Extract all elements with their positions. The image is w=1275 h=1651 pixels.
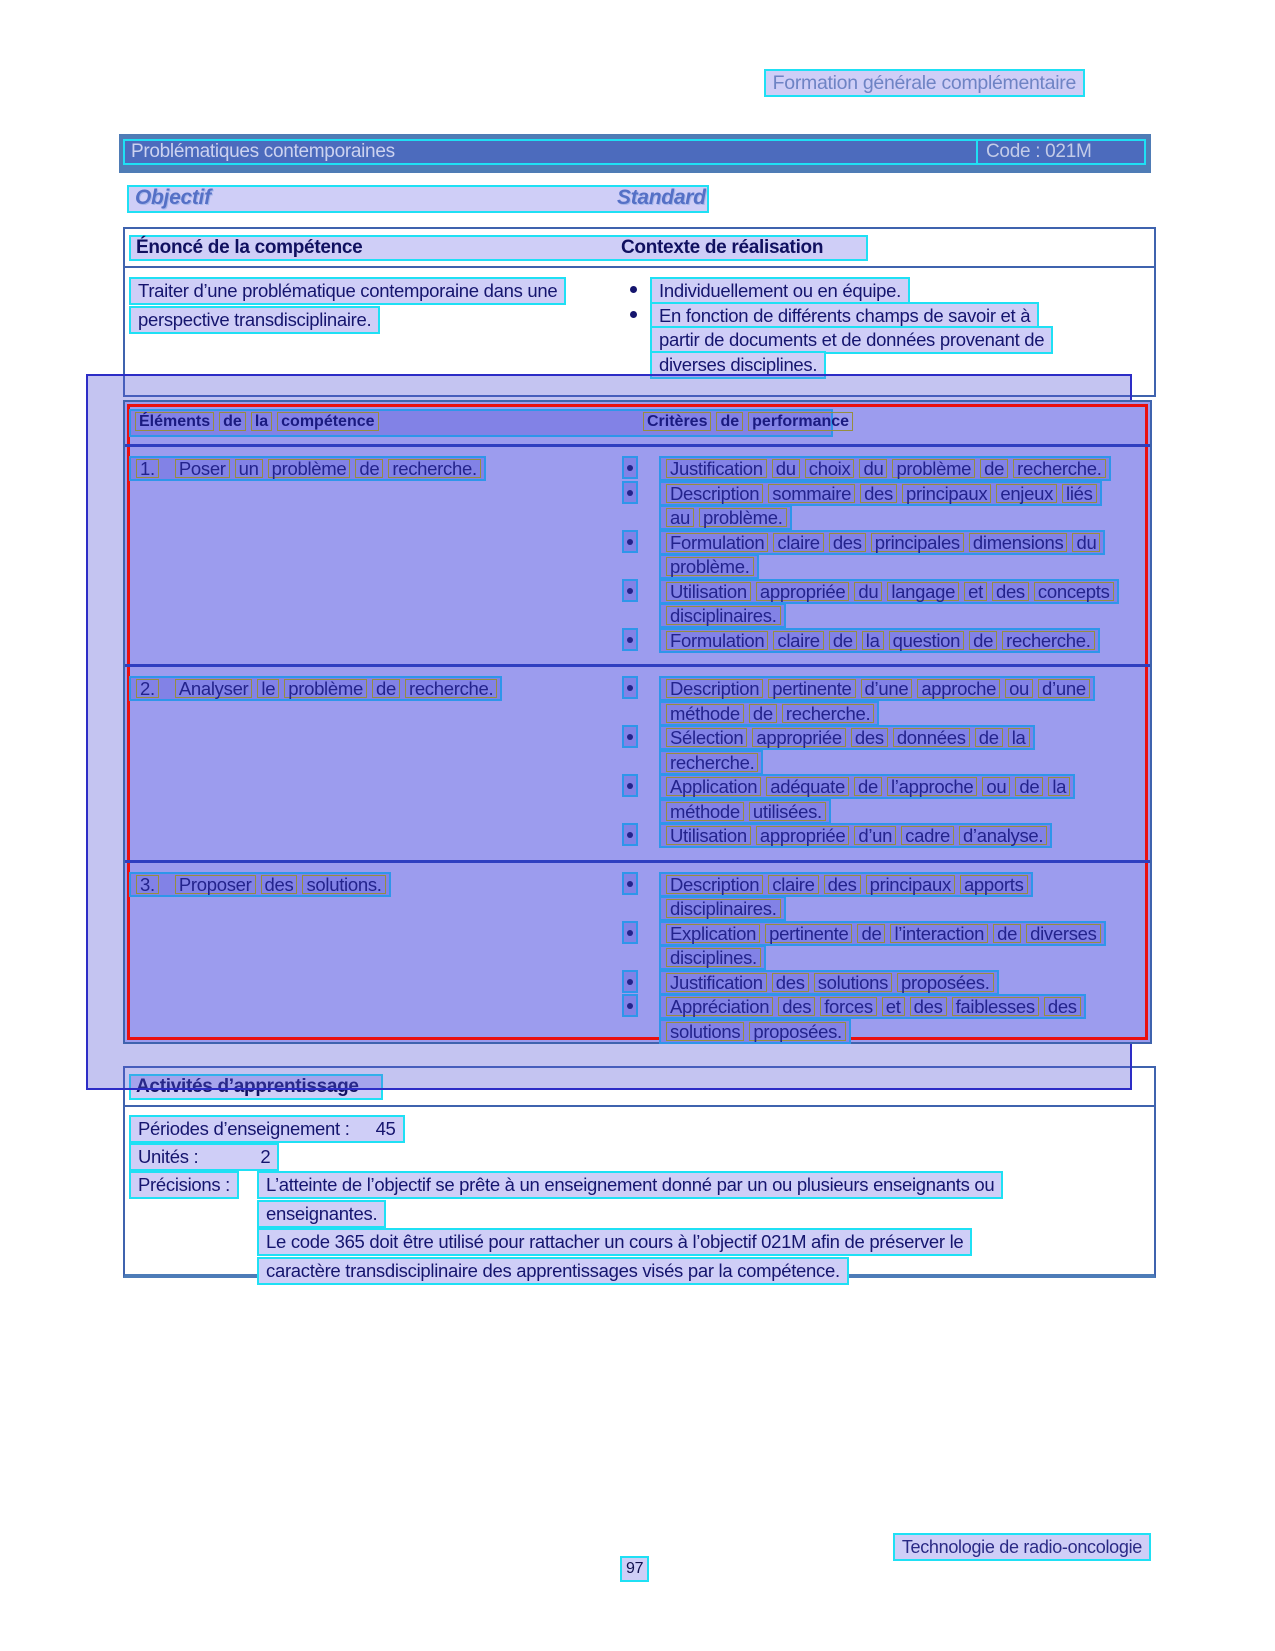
activites-table — [123, 1066, 1156, 1281]
periodes-box — [129, 1115, 405, 1143]
footer — [893, 1533, 1151, 1561]
word-box: la — [1008, 728, 1030, 747]
word-box: l’approche — [887, 777, 977, 796]
document-header — [764, 69, 1085, 97]
word-box: recherche. — [388, 459, 480, 478]
element-line-box — [129, 872, 391, 897]
word-box: principaux — [866, 875, 955, 894]
bullet-box — [622, 676, 638, 699]
word-box: des — [778, 997, 815, 1016]
contexte-line-box: partir de documents et de données provenant de — [650, 326, 1053, 354]
course-title: Problématiques contemporaines — [123, 139, 978, 165]
word-box: des — [992, 582, 1029, 601]
critere-line-box — [659, 970, 999, 995]
word-box: problème. — [666, 557, 754, 576]
critere-line-box — [659, 725, 1035, 750]
element-row — [125, 447, 1150, 664]
critere-line — [622, 872, 1150, 897]
word-box: forces — [820, 997, 877, 1016]
bullet-box — [622, 530, 638, 553]
unites-value: 2 — [260, 1146, 271, 1167]
critere-line — [622, 481, 1150, 506]
bullet-icon — [627, 832, 633, 838]
word-box: de — [355, 459, 383, 478]
word-box: de — [372, 679, 400, 698]
word-box: du — [854, 582, 882, 601]
critere-line — [622, 725, 1150, 750]
critere-line — [622, 921, 1150, 946]
word-box: utilisées. — [749, 802, 826, 821]
word-box: des — [910, 997, 947, 1016]
critere-line-box — [659, 750, 763, 775]
bullet-icon — [627, 685, 633, 691]
word-box: de — [854, 777, 882, 796]
critere-line-box — [659, 872, 1033, 897]
bullet-icon — [630, 286, 637, 293]
word-box: 2. — [136, 679, 159, 698]
word-box: Justification — [666, 459, 767, 478]
elements-table-content — [125, 402, 1150, 1055]
word-box: Explication — [666, 924, 760, 943]
word-box: adéquate — [766, 777, 849, 796]
word-box: recherche. — [666, 753, 758, 772]
word-box: d’une — [861, 679, 913, 698]
word-box: appropriée — [756, 826, 849, 845]
word-box: recherche. — [782, 704, 874, 723]
standard-label: Standard — [617, 186, 706, 209]
critere-line — [622, 530, 1150, 555]
precision-line: caractère transdisciplinaire des apprentissages visés par la compétence. — [257, 1257, 849, 1285]
unites-label: Unités : — [138, 1146, 199, 1167]
objectif-label: Objectif — [135, 186, 211, 209]
critere-line — [622, 1019, 1150, 1044]
bullet-icon — [627, 734, 633, 740]
word-box: de — [716, 412, 743, 431]
word-box: appropriée — [756, 582, 849, 601]
word-box: question — [889, 631, 965, 650]
word-box: ou — [1005, 679, 1033, 698]
elements-table-header — [125, 409, 1150, 447]
bullet-box — [622, 994, 638, 1017]
activites-header: Activités d’apprentissage — [136, 1076, 359, 1097]
critere-line-box — [659, 774, 1075, 799]
word-box: performance — [748, 412, 853, 431]
bullet-box — [622, 725, 638, 748]
word-box: faiblesses — [952, 997, 1039, 1016]
word-box: diverses — [1026, 924, 1101, 943]
activites-table-body — [125, 1107, 1154, 1281]
word-box: compétence — [277, 412, 378, 431]
word-box: de — [1015, 777, 1043, 796]
elements-header — [135, 412, 379, 431]
word-box: claire — [773, 631, 823, 650]
critere-line-box — [659, 456, 1111, 481]
precision-line: Le code 365 doit être utilisé pour rattacher un cours à l’objectif 021M afin de préserver le — [257, 1228, 972, 1256]
critere-line — [622, 945, 1150, 970]
bullet-icon — [627, 539, 633, 545]
bullet-icon — [627, 979, 633, 985]
bullet-icon — [630, 311, 637, 318]
word-box: de — [975, 728, 1003, 747]
word-box: approche — [917, 679, 1000, 698]
critere-line-box — [659, 554, 759, 579]
word-box: la — [251, 412, 272, 431]
criteres-cell — [622, 872, 1150, 1044]
bullet-icon — [627, 637, 633, 643]
element-row — [125, 664, 1150, 860]
word-box: données — [893, 728, 970, 747]
word-box: Critères — [643, 412, 711, 431]
precision-line: enseignantes. — [257, 1200, 386, 1228]
word-box: disciplinaires. — [666, 899, 781, 918]
word-box: des — [261, 875, 298, 894]
word-box: principales — [871, 533, 964, 552]
word-box: des — [860, 484, 897, 503]
word-box: claire — [773, 533, 823, 552]
element-cell — [129, 676, 502, 701]
word-box: cadre — [901, 826, 954, 845]
word-box: de — [829, 631, 857, 650]
periodes-value: 45 — [375, 1118, 396, 1139]
bullet-box — [622, 823, 638, 846]
word-box: proposées. — [749, 1022, 846, 1041]
word-box: dimensions — [969, 533, 1068, 552]
competence-table-body — [125, 268, 1154, 397]
word-box: au — [666, 508, 694, 527]
word-box: pertinente — [765, 924, 852, 943]
bullet-box — [622, 628, 638, 651]
word-box: Éléments — [135, 412, 214, 431]
word-box: des — [1044, 997, 1081, 1016]
enonce-cell — [129, 277, 566, 334]
word-box: Application — [666, 777, 761, 796]
critere-line-box — [659, 505, 792, 530]
word-box: pertinente — [768, 679, 855, 698]
critere-line — [622, 456, 1150, 481]
word-box: des — [772, 973, 809, 992]
contexte-line — [622, 302, 1154, 327]
bullet-box — [622, 579, 638, 602]
contexte-line — [622, 277, 1154, 302]
word-box: recherche. — [1002, 631, 1094, 650]
critere-line — [622, 994, 1150, 1019]
contexte-line — [622, 326, 1154, 351]
word-box: la — [1048, 777, 1070, 796]
word-box: d’analyse. — [959, 826, 1047, 845]
critere-line — [622, 554, 1150, 579]
competence-table-header — [125, 229, 1154, 268]
word-box: l’interaction — [890, 924, 988, 943]
bullet-box — [622, 921, 638, 944]
word-box: de — [980, 459, 1008, 478]
title-bar — [119, 134, 1151, 173]
word-box: langage — [887, 582, 959, 601]
critere-line — [622, 823, 1150, 848]
word-box: Sélection — [666, 728, 747, 747]
bullet-icon — [627, 881, 633, 887]
enonce-line: perspective transdisciplinaire. — [129, 306, 380, 334]
word-box: problème — [284, 679, 367, 698]
critere-line-box — [659, 945, 766, 970]
word-box: liés — [1062, 484, 1097, 503]
page-number — [620, 1556, 649, 1582]
word-box: de — [219, 412, 246, 431]
bullet-icon — [627, 1003, 633, 1009]
page-number-text: 97 — [620, 1556, 649, 1582]
word-box: 3. — [136, 875, 159, 894]
word-box: Proposer — [175, 875, 256, 894]
element-cell — [129, 872, 391, 897]
bullet-box — [622, 456, 638, 479]
contexte-line-box: En fonction de différents champs de savoir et à — [650, 302, 1039, 330]
element-line-box — [129, 456, 486, 481]
contexte-line-box: diverses disciplines. — [650, 351, 826, 379]
element-line-box — [129, 676, 502, 701]
critere-line-box — [659, 481, 1102, 506]
contexte-line — [622, 351, 1154, 376]
critere-line-box — [659, 823, 1052, 848]
word-box: problème — [892, 459, 975, 478]
critere-line — [622, 628, 1150, 653]
word-box: et — [964, 582, 987, 601]
word-box: claire — [768, 875, 818, 894]
word-box: d’une — [1038, 679, 1090, 698]
critere-line — [622, 774, 1150, 799]
word-box: Formulation — [666, 631, 768, 650]
critere-line — [622, 701, 1150, 726]
critere-line-box — [659, 799, 831, 824]
competence-table — [123, 227, 1156, 397]
bullet-icon — [627, 465, 633, 471]
precisions-label: Précisions : — [129, 1171, 239, 1199]
elements-header-box — [129, 409, 850, 437]
word-box: de — [749, 704, 777, 723]
activites-header-box — [129, 1074, 383, 1100]
word-box: recherche. — [405, 679, 497, 698]
bullet-box — [622, 774, 638, 797]
critere-line-box — [659, 628, 1100, 653]
critere-line-box — [659, 921, 1106, 946]
word-box: disciplines. — [666, 948, 761, 967]
word-box: un — [235, 459, 263, 478]
word-box: 1. — [136, 459, 159, 478]
word-box: recherche. — [1013, 459, 1105, 478]
critere-line — [622, 676, 1150, 701]
word-box: sommaire — [768, 484, 855, 503]
critere-line — [622, 579, 1150, 604]
element-cell — [129, 456, 486, 481]
unites-box — [129, 1143, 279, 1171]
word-box: ou — [982, 777, 1010, 796]
critere-line — [622, 799, 1150, 824]
document-header-text: Formation générale complémentaire — [764, 69, 1085, 97]
word-box: et — [882, 997, 905, 1016]
criteres-cell — [622, 676, 1150, 848]
word-box: Description — [666, 484, 763, 503]
word-box: du — [1072, 533, 1100, 552]
word-box: Utilisation — [666, 582, 751, 601]
word-box: principaux — [902, 484, 991, 503]
critere-line — [622, 603, 1150, 628]
objectif-standard-row — [127, 185, 709, 213]
critere-line-box — [659, 603, 786, 628]
word-box: Formulation — [666, 533, 768, 552]
word-box: d’un — [854, 826, 896, 845]
word-box: de — [993, 924, 1021, 943]
critere-line — [622, 970, 1150, 995]
word-box: solutions — [666, 1022, 744, 1041]
word-box: méthode — [666, 704, 744, 723]
word-box: du — [859, 459, 887, 478]
critere-line-box — [659, 1019, 851, 1044]
critere-line-box — [659, 994, 1086, 1019]
critere-line — [622, 896, 1150, 921]
activites-table-header — [125, 1068, 1154, 1107]
word-box: proposées. — [897, 973, 994, 992]
word-box: du — [772, 459, 800, 478]
word-box: des — [851, 728, 888, 747]
word-box: Poser — [175, 459, 230, 478]
word-box: de — [969, 631, 997, 650]
element-row — [125, 860, 1150, 1056]
word-box: la — [862, 631, 884, 650]
word-box: disciplinaires. — [666, 606, 781, 625]
word-box: solutions — [814, 973, 892, 992]
unites-row — [129, 1143, 1154, 1171]
word-box: des — [829, 533, 866, 552]
word-box: Utilisation — [666, 826, 751, 845]
critere-line-box — [659, 676, 1095, 701]
word-box: apports — [960, 875, 1028, 894]
word-box: Appréciation — [666, 997, 773, 1016]
course-code: Code : 021M — [976, 139, 1146, 165]
critere-line — [622, 750, 1150, 775]
word-box: solutions. — [302, 875, 385, 894]
periodes-row — [129, 1115, 1154, 1143]
bullet-box — [622, 872, 638, 895]
word-box: Description — [666, 679, 763, 698]
bullet-box — [622, 481, 638, 504]
competence-header-box — [129, 235, 868, 261]
critere-line-box — [659, 701, 879, 726]
contexte-cell — [622, 277, 1154, 375]
periodes-label: Périodes d’enseignement : — [138, 1118, 350, 1139]
critere-line-box — [659, 530, 1105, 555]
contexte-line-box: Individuellement ou en équipe. — [650, 277, 910, 305]
word-box: de — [857, 924, 885, 943]
word-box: choix — [805, 459, 855, 478]
word-box: Analyser — [175, 679, 253, 698]
critere-line — [622, 505, 1150, 530]
word-box: problème. — [699, 508, 787, 527]
enonce-line: Traiter d’une problématique contemporaine dans une — [129, 277, 566, 305]
word-box: enjeux — [996, 484, 1057, 503]
criteres-cell — [622, 456, 1150, 652]
enonce-header: Énoncé de la compétence — [136, 237, 363, 258]
word-box: concepts — [1034, 582, 1114, 601]
elements-rows — [125, 447, 1150, 1055]
contexte-header: Contexte de réalisation — [621, 237, 824, 258]
bullet-icon — [627, 930, 633, 936]
word-box: des — [824, 875, 861, 894]
bullet-icon — [627, 783, 633, 789]
word-box: Justification — [666, 973, 767, 992]
footer-program-name: Technologie de radio-oncologie — [893, 1533, 1151, 1561]
word-box: méthode — [666, 802, 744, 821]
elements-table — [123, 400, 1152, 1044]
word-box: Description — [666, 875, 763, 894]
bullet-box — [622, 970, 638, 993]
criteres-header — [643, 412, 853, 431]
bullet-icon — [627, 490, 633, 496]
critere-line-box — [659, 579, 1119, 604]
critere-line-box — [659, 896, 786, 921]
precision-line: L’atteinte de l’objectif se prête à un enseignement donné par un ou plusieurs enseignants ou — [257, 1171, 1003, 1199]
word-box: problème — [268, 459, 351, 478]
bullet-icon — [627, 588, 633, 594]
word-box: le — [257, 679, 279, 698]
word-box: appropriée — [752, 728, 845, 747]
